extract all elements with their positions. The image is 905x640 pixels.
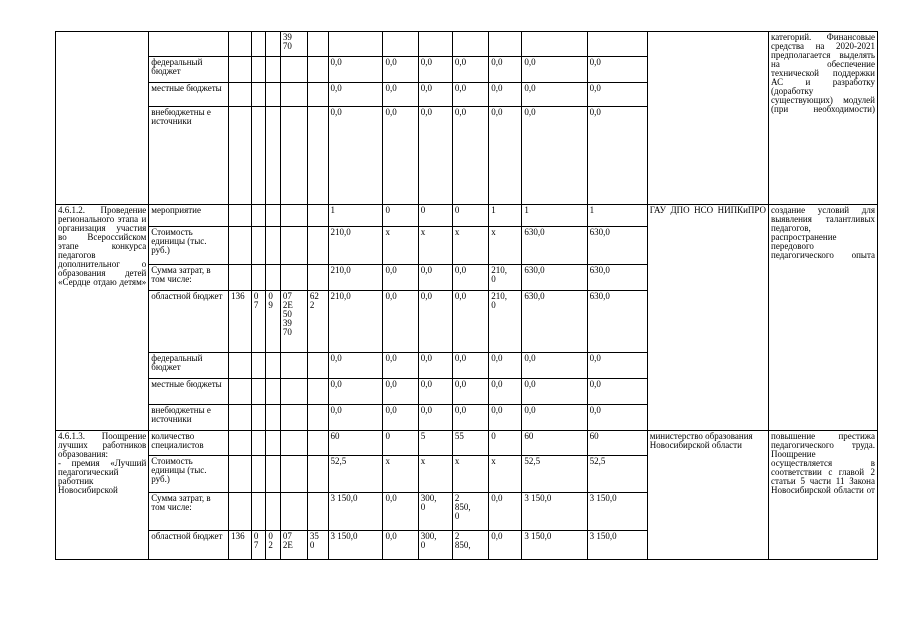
value-cell: 630,0: [522, 291, 587, 353]
executor-cell: министерство образования Новосибирской области: [647, 431, 768, 560]
value-cell: 3 150,0: [587, 493, 647, 531]
value-cell: 0,0: [587, 379, 647, 405]
value-cell: 0,0: [587, 107, 647, 205]
value-cell: 1: [489, 205, 522, 227]
value-cell: 52,5: [587, 456, 647, 493]
pr-code: 0 9: [266, 291, 281, 353]
row-label: местные бюджеты: [149, 83, 229, 107]
grbs-code: 136: [229, 291, 252, 353]
value-cell: 0,0: [587, 83, 647, 107]
value-cell: 0,0: [452, 405, 488, 431]
value-cell: 0,0: [522, 379, 587, 405]
budget-table: [55, 31, 878, 560]
rz-code: 0 7: [251, 531, 266, 560]
value-cell: 0,0: [328, 405, 383, 431]
value-cell: 210,0: [328, 227, 383, 265]
value-cell: 0,0: [522, 83, 587, 107]
row-label: федеральный бюджет: [149, 57, 229, 83]
value-cell: 0,0: [383, 405, 418, 431]
value-cell: 0,0: [418, 83, 452, 107]
value-cell: 630,0: [587, 265, 647, 291]
row-label: областной бюджет: [149, 531, 229, 560]
value-cell: 0,0: [418, 265, 452, 291]
value-cell: 0,0: [328, 83, 383, 107]
value-cell: 1: [522, 205, 587, 227]
value-cell: 630,0: [587, 291, 647, 353]
value-cell: 0,0: [383, 83, 418, 107]
row-label: количество специалистов: [149, 431, 229, 456]
value-cell: 0,0: [489, 353, 522, 379]
value-cell: 0,0: [452, 291, 488, 353]
row-label: Сумма затрат, в том числе:: [149, 493, 229, 531]
value-cell: х: [383, 456, 418, 493]
value-cell: 0,0: [383, 265, 418, 291]
value-cell: 0,0: [522, 107, 587, 205]
row-label: мероприятие: [149, 205, 229, 227]
value-cell: 0,0: [328, 107, 383, 205]
value-cell: 0,0: [489, 405, 522, 431]
value-cell: 52,5: [522, 456, 587, 493]
value-cell: 0,0: [489, 107, 522, 205]
value-cell: 0,0: [418, 291, 452, 353]
value-cell: 0,0: [328, 379, 383, 405]
pr-code: 0 2: [266, 531, 281, 560]
value-cell: х: [489, 227, 522, 265]
value-cell: 0,0: [383, 379, 418, 405]
expected-result: создание условий для выявления талантливых педагогов, распространение передового педагогического опыта: [769, 205, 878, 431]
value-cell: 0,0: [587, 405, 647, 431]
value-cell: 0: [418, 205, 452, 227]
value-cell: 0,0: [418, 57, 452, 83]
task-title-cell: [56, 32, 149, 205]
value-cell: 0,0: [383, 291, 418, 353]
value-cell: 60: [587, 431, 647, 456]
value-cell: 60: [522, 431, 587, 456]
executor-cell: ГАУ ДПО НСО НИПКиПРО: [647, 205, 768, 431]
value-cell: 0,0: [452, 379, 488, 405]
value-cell: 0: [383, 205, 418, 227]
value-cell: 210, 0: [489, 265, 522, 291]
value-cell: 0,0: [522, 405, 587, 431]
value-cell: 300, 0: [418, 493, 452, 531]
value-cell: 5: [418, 431, 452, 456]
value-cell: 210, 0: [489, 291, 522, 353]
value-cell: 1: [587, 205, 647, 227]
value-cell: х: [418, 227, 452, 265]
value-cell: 1: [328, 205, 383, 227]
value-cell: 0,0: [452, 107, 488, 205]
value-cell: 0: [383, 431, 418, 456]
value-cell: 0,0: [489, 531, 522, 560]
value-cell: 2 850, 0: [452, 493, 488, 531]
row-label: Сумма затрат, в том числе:: [149, 265, 229, 291]
table-row: [56, 205, 878, 227]
value-cell: 210,0: [328, 265, 383, 291]
value-cell: 0,0: [522, 353, 587, 379]
value-cell: 0,0: [587, 353, 647, 379]
row-label: внебюджетны е источники: [149, 405, 229, 431]
value-cell: 0,0: [489, 83, 522, 107]
value-cell: 55: [452, 431, 488, 456]
csr-code: 07 2Е: [280, 531, 307, 560]
value-cell: 630,0: [587, 227, 647, 265]
value-cell: 0,0: [489, 379, 522, 405]
value-cell: 0,0: [452, 57, 488, 83]
value-cell: х: [489, 456, 522, 493]
value-cell: 52,5: [328, 456, 383, 493]
value-cell: 0,0: [489, 493, 522, 531]
value-cell: 0,0: [383, 353, 418, 379]
expected-result: повышение престижа педагогического труда. Поощрение осуществляется в соответствии с главой 2 статьи 5 части 11 Закона Новосибирской области от: [769, 431, 878, 560]
value-cell: 0,0: [418, 379, 452, 405]
value-cell: 3 150,0: [328, 493, 383, 531]
value-cell: 0: [452, 205, 488, 227]
row-label: Стоимость единицы (тыс. руб.): [149, 456, 229, 493]
value-cell: 0,0: [452, 353, 488, 379]
rz-code: 0 7: [251, 291, 266, 353]
value-cell: 210,0: [328, 291, 383, 353]
value-cell: 0,0: [383, 107, 418, 205]
vr-code: 35 0: [307, 531, 328, 560]
row-label: внебюджетны е источники: [149, 107, 229, 205]
value-cell: 0,0: [418, 107, 452, 205]
value-cell: х: [452, 456, 488, 493]
value-cell: 0,0: [383, 493, 418, 531]
task-title-cell: 4.6.1.2. Проведение регионального этапа и организация участия во Всероссийском этапе конкурса педагогов дополнительног о образования детей «Сердце отдаю детям»: [56, 205, 149, 431]
csr-code: 39 70: [280, 32, 307, 57]
value-cell: х: [452, 227, 488, 265]
value-cell: 0,0: [383, 57, 418, 83]
table-row: [56, 32, 878, 57]
value-cell: 630,0: [522, 265, 587, 291]
value-cell: х: [418, 456, 452, 493]
value-cell: 3 150,0: [328, 531, 383, 560]
value-cell: х: [383, 227, 418, 265]
value-cell: 0,0: [383, 531, 418, 560]
row-label: федеральный бюджет: [149, 353, 229, 379]
row-label: областной бюджет: [149, 291, 229, 353]
value-cell: 60: [328, 431, 383, 456]
task-title-cell: 4.6.1.3. Поощрение лучших работников образования: - премия «Лучший педагогический работник Новосибирской: [56, 431, 149, 560]
csr-code: 07 2Е 50 39 70: [280, 291, 307, 353]
executor-cell: [647, 32, 768, 205]
row-label: местные бюджеты: [149, 379, 229, 405]
table-row: [56, 431, 878, 456]
value-cell: 0,0: [328, 57, 383, 83]
vr-code: 62 2: [307, 291, 328, 353]
value-cell: 0,0: [452, 265, 488, 291]
value-cell: 0,0: [328, 353, 383, 379]
value-cell: 3 150,0: [522, 531, 587, 560]
value-cell: 630,0: [522, 227, 587, 265]
value-cell: 3 150,0: [522, 493, 587, 531]
expected-result: категорий. Финансовые средства на 2020-2021 предполагается выделять на обеспечение технической поддержки АС и разработку (доработку существующих) модулей (при необходимости): [769, 32, 878, 205]
value-cell: 0,0: [418, 405, 452, 431]
value-cell: 0,0: [418, 353, 452, 379]
value-cell: 0: [489, 431, 522, 456]
value-cell: 0,0: [587, 57, 647, 83]
value-cell: 0,0: [489, 57, 522, 83]
grbs-code: 136: [229, 531, 252, 560]
value-cell: 0,0: [452, 83, 488, 107]
value-cell: 300, 0: [418, 531, 452, 560]
value-cell: 2 850,: [452, 531, 488, 560]
row-label: Стоимость единицы (тыс. руб.): [149, 227, 229, 265]
value-cell: 0,0: [522, 57, 587, 83]
value-cell: 3 150,0: [587, 531, 647, 560]
